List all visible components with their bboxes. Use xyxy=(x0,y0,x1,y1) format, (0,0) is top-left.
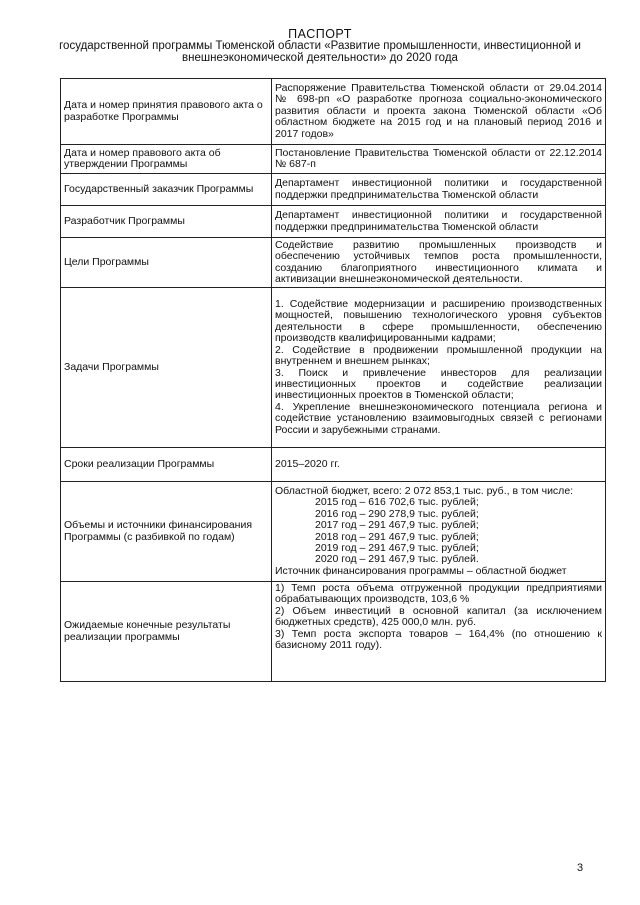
document-header xyxy=(40,28,600,64)
row-label: Дата и номер принятия правового акта о разработке Программы xyxy=(61,79,272,145)
table-row xyxy=(61,238,606,288)
row-label: Дата и номер правового акта об утверждении Программы xyxy=(61,145,272,174)
page-number: 3 xyxy=(577,862,584,874)
table-row xyxy=(61,288,606,448)
table-row xyxy=(61,174,606,206)
funding-year: 2018 год – 291 467,9 тыс. рублей; xyxy=(315,530,479,543)
funding-year: 2019 год – 291 467,9 тыс. рублей; xyxy=(315,541,479,554)
list-item: 1. Содействие модернизации и расширению производственных мощностей, повышению технологического уровня субъектов деятельности в сфере промышленности, обеспечению производств квалифицированными кадрами; xyxy=(275,298,602,345)
table-row xyxy=(61,582,606,682)
list-item: 2. Содействие в продвижении промышленной продукции на внутреннем и внешнем рынках; xyxy=(275,343,602,368)
row-label: Ожидаемые конечные результаты реализации программы xyxy=(61,582,272,682)
document-subtitle-line-1: государственной программы Тюменской области «Развитие промышленности, инвестиционной и xyxy=(59,40,581,52)
funding-total: Областной бюджет, всего: 2 072 853,1 тыс. руб., в том числе: xyxy=(275,484,574,497)
row-value xyxy=(272,582,606,682)
table-row xyxy=(61,206,606,238)
row-label: Цели Программы xyxy=(61,238,272,288)
funding-year: 2015 год – 616 702,6 тыс. рублей; xyxy=(315,496,479,509)
table-row xyxy=(61,145,606,174)
list-item: 3. Поиск и привлечение инвесторов для реализации инвестиционных проектов и содействие реализации инвестиционных проектов в Тюменской области; xyxy=(275,366,602,402)
row-label: Государственный заказчик Программы xyxy=(61,174,272,206)
row-label: Объемы и источники финансирования Программы (с разбивкой по годам) xyxy=(61,482,272,582)
funding-year: 2017 год – 291 467,9 тыс. рублей; xyxy=(315,519,479,532)
row-value: Постановление Правительства Тюменской области от 22.12.2014 № 687-п xyxy=(272,145,606,174)
row-label: Задачи Программы xyxy=(61,288,272,448)
row-value xyxy=(272,482,606,582)
row-value xyxy=(272,288,606,448)
row-value: Департамент инвестиционной политики и государственной поддержки предпринимательства Тюменской области xyxy=(272,174,606,206)
row-label: Сроки реализации Программы xyxy=(61,448,272,482)
row-value: Департамент инвестиционной политики и государственной поддержки предпринимательства Тюменской области xyxy=(272,206,606,238)
table-row xyxy=(61,448,606,482)
document-subtitle-line-2: внешнеэкономической деятельности» до 2020 года xyxy=(182,52,458,64)
list-item: 2) Объем инвестиций в основной капитал (за исключением бюджетных средств), 425 000,0 млн. руб. xyxy=(275,604,602,629)
list-item: 1) Темп роста объема отгруженной продукции предприятиями обрабатывающих производств, 103,6 % xyxy=(275,582,602,606)
table-row xyxy=(61,482,606,582)
list-item: 4. Укрепление внешнеэкономического потенциала региона и содействие установлению взаимовыгодных связей с регионами России и зарубежными странами. xyxy=(275,400,602,436)
document-title: ПАСПОРТ xyxy=(288,27,352,41)
row-value: 2015–2020 гг. xyxy=(272,448,606,482)
row-value: Содействие развитию промышленных производств и обеспечению устойчивых темпов роста промышленности, созданию благоприятного инвестиционного климата и активизации внешнеэкономической деятельности. xyxy=(272,238,606,288)
list-item: 3) Темп роста экспорта товаров – 164,4% (по отношению к базисному 2011 году). xyxy=(275,627,602,652)
row-value: Распоряжение Правительства Тюменской области от 29.04.2014 № 698-рп «О разработке прогноза социально-экономического развития области и проекта закона Тюменской области «Об областном бюджете на 2015 год и на плановый период 2016 и 2017 годов» xyxy=(272,79,606,145)
row-label: Разработчик Программы xyxy=(61,206,272,238)
funding-source: Источник финансирования программы – областной бюджет xyxy=(275,564,567,577)
table-row xyxy=(61,79,606,145)
passport-table xyxy=(60,78,606,682)
funding-year: 2016 год – 290 278,9 тыс. рублей; xyxy=(315,507,479,520)
funding-year: 2020 год – 291 467,9 тыс. рублей. xyxy=(315,553,479,566)
